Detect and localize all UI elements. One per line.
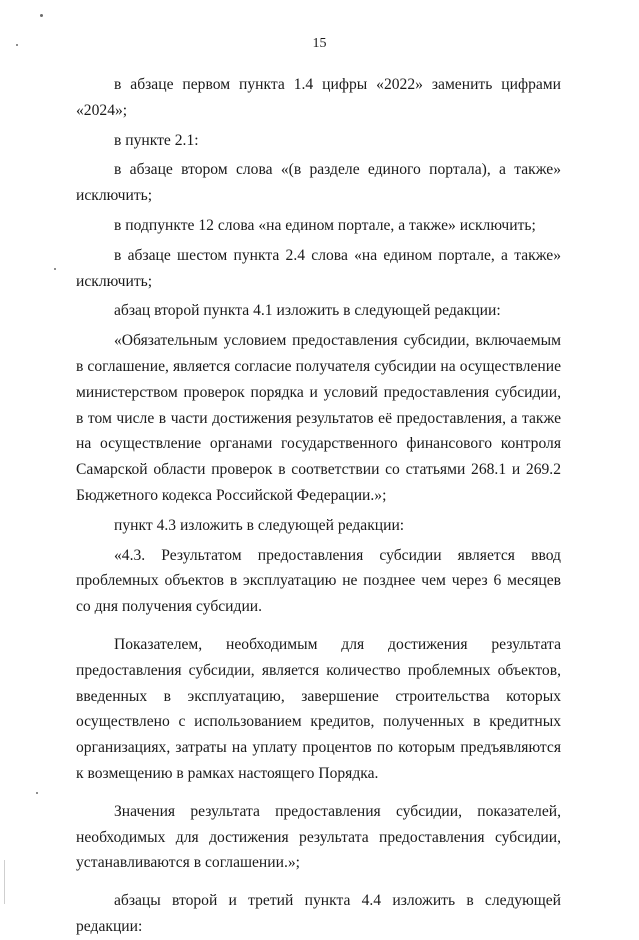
scan-speck — [36, 792, 38, 794]
page-number: 15 — [312, 36, 327, 51]
paragraph: Значения результата предоставления субсидии, показателей, необходимых для достижения результата предоставления субсидии, устанавливаются в соглашении.»; — [76, 802, 561, 872]
paragraph: пункт 4.3 изложить в следующей редакции: — [114, 516, 405, 534]
paragraph: Показателем, необходимым для достижения результата предоставления субсидии, является количество проблемных объектов, введенных в эксплуатацию, завершение строительства которых осуществлено с использованием кредитов, полученных в кредитных организациях, затраты на уплату процентов по которым предъявляются к возмещению в рамках настоящего Порядка. — [76, 635, 561, 782]
paragraph: абзац второй пункта 4.1 изложить в следующей редакции: — [114, 302, 501, 320]
paragraph: в подпункте 12 слова «на едином портале, а также» исключить; — [114, 216, 536, 234]
paragraph: в пункте 2.1: — [114, 131, 199, 149]
paragraph: в абзаце шестом пункта 2.4 слова «на едином портале, а также» исключить; — [76, 246, 561, 290]
scan-edge-line — [4, 860, 5, 904]
scan-speck — [54, 268, 56, 270]
paragraph: в абзаце первом пункта 1.4 цифры «2022» заменить цифрами «2024»; — [76, 76, 561, 119]
paragraph: «4.3. Результатом предоставления субсидии является ввод проблемных объектов в эксплуатацию не позднее чем через 6 месяцев со дня получения субсидии. — [76, 546, 561, 616]
paragraph: «Обязательным условием предоставления субсидии, включаемым в соглашение, является согласие получателя субсидии на осуществление министерством проверок порядка и условий предоставления субсидии, в том числе в части достижения результатов её предоставления, а также на осуществление органами государственного финансового контроля Самарской области проверок в соответствии со статьями 268.1 и 269.2 Бюджетного кодекса Российской Федерации.»; — [76, 332, 561, 504]
paragraph: в абзаце втором слова «(в разделе единого портала), а также» исключить; — [76, 161, 561, 205]
scan-speck — [40, 14, 43, 17]
document-body — [76, 72, 561, 940]
paragraph: абзацы второй и третий пункта 4.4 изложить в следующей редакции: — [76, 892, 561, 935]
